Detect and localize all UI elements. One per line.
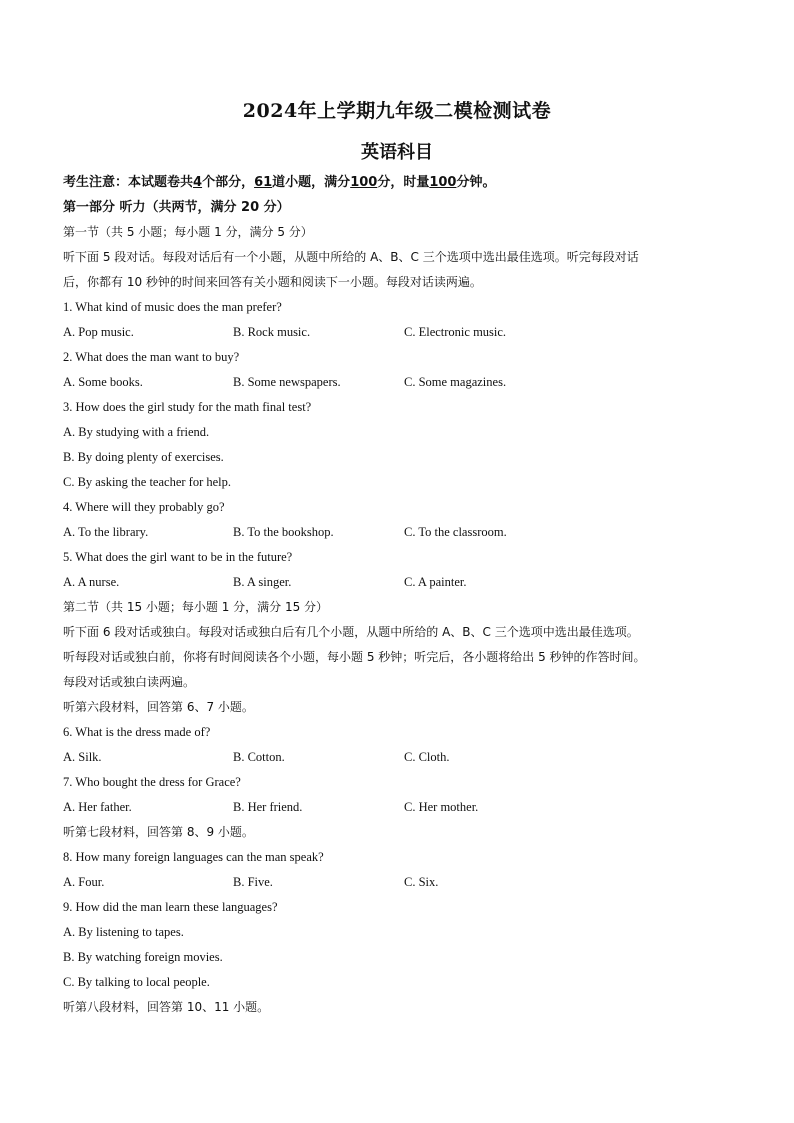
section2-heading: 第二节（共 15 小题；每小题 1 分，满分 15 分） [63, 600, 329, 614]
part1-heading: 第一部分 听力（共两节，满分 20 分） [63, 200, 290, 215]
option-c: C. By talking to local people. [63, 975, 210, 989]
material-7-note: 听第七段材料，回答第 8、9 小题。 [63, 825, 254, 839]
option-c: C. A painter. [404, 575, 467, 589]
question-8-stem: 8. How many foreign languages can the man speak? [63, 850, 324, 864]
option-a: A. Silk. [63, 750, 102, 764]
option-a: A. By listening to tapes. [63, 925, 184, 939]
question-2-options [63, 370, 743, 395]
exam-notice: 考生注意：本试题卷共4个部分，61道小题，满分100分，时量100分钟。 [63, 175, 496, 190]
option-b: B. Her friend. [233, 800, 303, 814]
section1-instructions-2: 后，你都有 10 秒钟的时间来回答有关小题和阅读下一小题。每段对话读两遍。 [63, 275, 482, 289]
option-b: B. Rock music. [233, 325, 311, 339]
question-6-options [63, 745, 743, 770]
section1-heading: 第一节（共 5 小题；每小题 1 分，满分 5 分） [63, 225, 313, 239]
question-1-options [63, 320, 743, 345]
option-a: A. To the library. [63, 525, 149, 539]
option-b: B. A singer. [233, 575, 292, 589]
section1-instructions-1: 听下面 5 段对话。每段对话后有一个小题，从题中所给的 A、B、C 三个选项中选出最佳选项。听完每段对话 [63, 250, 639, 264]
question-4-options [63, 520, 743, 545]
option-c: C. Some magazines. [404, 375, 507, 389]
question-6-stem: 6. What is the dress made of? [63, 725, 211, 739]
question-7-options [63, 795, 743, 820]
parts-count: 4 [193, 175, 203, 190]
option-b: B. Some newspapers. [233, 375, 341, 389]
question-1-stem: 1. What kind of music does the man prefer? [63, 300, 282, 314]
option-a: A. Pop music. [63, 325, 134, 339]
option-c: C. Cloth. [404, 750, 450, 764]
option-c: C. Six. [404, 875, 439, 889]
option-b: B. To the bookshop. [233, 525, 334, 539]
question-9-stem: 9. How did the man learn these languages? [63, 900, 278, 914]
option-b: B. By doing plenty of exercises. [63, 450, 224, 464]
option-a: A. By studying with a friend. [63, 425, 210, 439]
option-b: B. Cotton. [233, 750, 285, 764]
question-4-stem: 4. Where will they probably go? [63, 500, 225, 514]
question-7-stem: 7. Who bought the dress for Grace? [63, 775, 241, 789]
total-score: 100 [350, 175, 378, 190]
questions-count: 61 [254, 175, 273, 190]
subject-title: 英语科目 [361, 142, 433, 163]
section2-instructions-2: 听每段对话或独白前，你将有时间阅读各个小题，每小题 5 秒钟；听完后，各小题将给出 5 秒钟的作答时间。 [63, 650, 646, 664]
option-b: B. Five. [233, 875, 273, 889]
option-a: A. Her father. [63, 800, 132, 814]
material-8-note: 听第八段材料，回答第 10、11 小题。 [63, 1000, 270, 1014]
question-8-options [63, 870, 743, 895]
time-limit: 100 [429, 175, 457, 190]
question-5-stem: 5. What does the girl want to be in the future? [63, 550, 293, 564]
exam-content [63, 170, 743, 1020]
option-c: C. By asking the teacher for help. [63, 475, 232, 489]
option-c: C. Electronic music. [404, 325, 507, 339]
option-c: C. To the classroom. [404, 525, 507, 539]
question-3-stem: 3. How does the girl study for the math final test? [63, 400, 312, 414]
option-c: C. Her mother. [404, 800, 479, 814]
question-2-stem: 2. What does the man want to buy? [63, 350, 240, 364]
option-b: B. By watching foreign movies. [63, 950, 223, 964]
section2-instructions-1: 听下面 6 段对话或独白。每段对话或独白后有几个小题，从题中所给的 A、B、C 三个选项中选出最佳选项。 [63, 625, 639, 639]
option-a: A. Four. [63, 875, 105, 889]
section2-instructions-3: 每段对话或独白读两遍。 [63, 675, 196, 689]
option-a: A. Some books. [63, 375, 143, 389]
material-6-note: 听第六段材料，回答第 6、7 小题。 [63, 700, 254, 714]
exam-title: 2024年上学期九年级二模检测试卷 [242, 100, 552, 122]
option-a: A. A nurse. [63, 575, 120, 589]
question-5-options [63, 570, 743, 595]
